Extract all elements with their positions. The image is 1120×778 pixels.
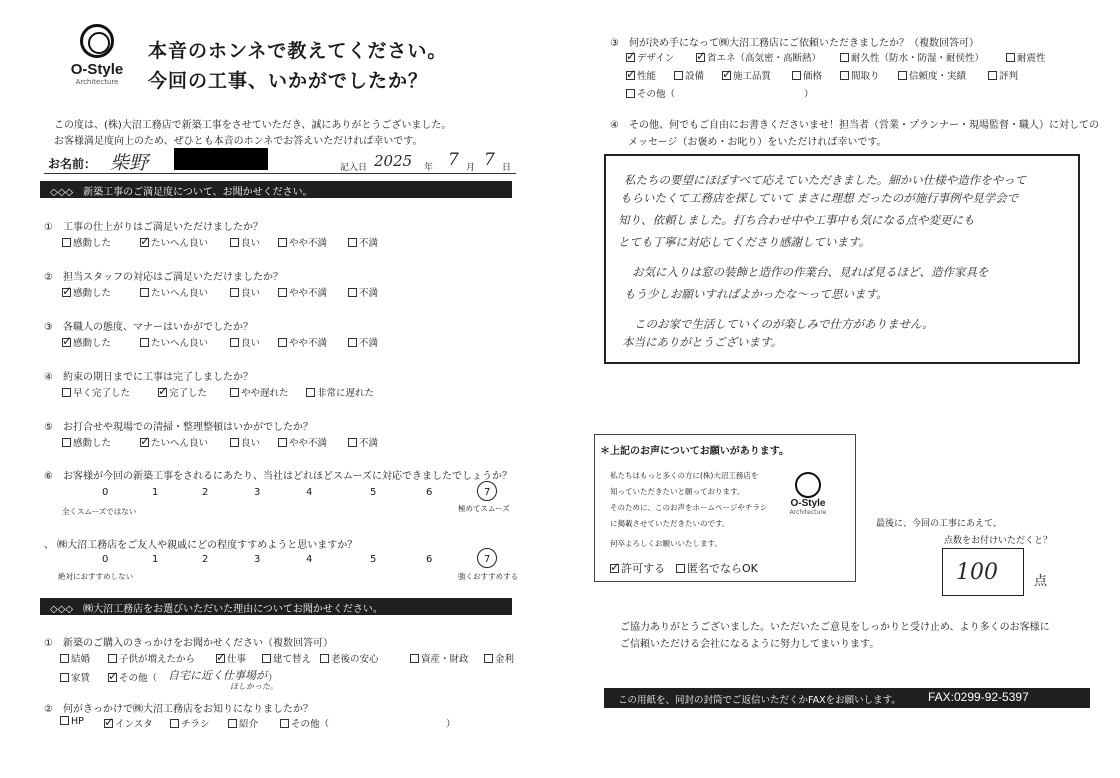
r3-close: ） bbox=[804, 89, 814, 100]
checkbox[interactable] bbox=[62, 238, 71, 247]
checkbox-checked[interactable] bbox=[104, 719, 113, 728]
date-label: 記入日 bbox=[340, 163, 368, 173]
message-line: もらいたくて工務店を探していて まさに理想 だったのが施行事例や見学会で bbox=[620, 191, 1019, 205]
checkbox[interactable] bbox=[60, 673, 69, 682]
checkbox[interactable] bbox=[108, 654, 117, 663]
checkbox-checked[interactable] bbox=[216, 654, 225, 663]
headline-2: 今回の工事、いかがでしたか？ bbox=[148, 70, 429, 92]
date-month[interactable]: 7 bbox=[448, 150, 459, 170]
request-line: に掲載させていただきたいのです。 bbox=[610, 519, 730, 528]
checkbox[interactable] bbox=[306, 388, 315, 397]
r3-option[interactable]: 価格 bbox=[792, 68, 822, 82]
r1-other-text[interactable]: 自宅に近く仕事場が bbox=[168, 669, 267, 682]
r3-option[interactable]: 設備 bbox=[674, 68, 704, 82]
r3-option[interactable]: 耐久性（防水・防湿・耐侯性） bbox=[840, 50, 984, 64]
q2-option[interactable]: たいへん良い bbox=[140, 285, 208, 299]
checkbox[interactable] bbox=[348, 288, 357, 297]
q7-scale-7[interactable]: 7 bbox=[484, 554, 491, 565]
checkbox[interactable] bbox=[348, 238, 357, 247]
request-title: ＊上記のお声についてお願いがあります。 bbox=[600, 446, 789, 457]
q4-option[interactable]: 非常に遅れた bbox=[306, 385, 374, 399]
q6-scale-2[interactable]: 2 bbox=[202, 487, 209, 498]
r3-option[interactable]: 信頼度・実績 bbox=[898, 68, 966, 82]
footer-fax: FAX:0299-92-5397 bbox=[928, 690, 1029, 704]
message-line: 知り、依頼しました。打ち合わせ中や工事中も気になる点や変更にも bbox=[618, 213, 975, 227]
logo-ring-icon bbox=[795, 472, 821, 498]
checkbox-checked[interactable] bbox=[108, 673, 117, 682]
checkbox-checked[interactable] bbox=[140, 238, 149, 247]
q1-option[interactable]: やや不満 bbox=[278, 235, 327, 249]
name-value[interactable]: 柴野 bbox=[110, 152, 149, 174]
name-label: お名前： bbox=[48, 157, 97, 171]
checkbox[interactable] bbox=[840, 53, 849, 62]
r2-option[interactable]: その他（ bbox=[280, 716, 329, 730]
checkbox[interactable] bbox=[320, 654, 329, 663]
checkbox[interactable] bbox=[988, 71, 997, 80]
r1-option[interactable]: 家賃 bbox=[60, 670, 90, 684]
reason-question-3: ③ 何が決め手になって㈱大沼工務店にご依頼いただきましたか？（複数回答可） bbox=[610, 38, 979, 49]
request-line: 知っていただきたいと願っております。 bbox=[610, 487, 745, 496]
headline-1: 本音のホンネで教えてください。 bbox=[148, 40, 448, 62]
q4-option[interactable]: 早く完了した bbox=[62, 385, 130, 399]
q1-option[interactable]: 感動した bbox=[62, 235, 111, 249]
r1-other-text-2[interactable]: ほしかった。 bbox=[230, 682, 278, 691]
section-header-satisfaction: ◇◇◇ 新築工事のご満足度について、お聞かせください。 bbox=[40, 181, 512, 198]
month-unit: 月 bbox=[466, 163, 476, 173]
q6-scale-3[interactable]: 3 bbox=[254, 487, 261, 498]
intro-2: お客様満足度向上のため、ぜひとも本音のホンネでお答えいただければ幸いです。 bbox=[54, 136, 423, 147]
checkbox-checked[interactable] bbox=[62, 338, 71, 347]
score-question-2: 点数をお付けいただくと？ bbox=[944, 536, 1053, 546]
question-3: ③ 各職人の態度、マナーはいかがでしたか？ bbox=[44, 322, 253, 333]
r1-option[interactable]: 資産・財政 bbox=[410, 651, 469, 665]
request-line: 私たちはもっと多くの方に(株)大沼工務店を bbox=[610, 471, 759, 480]
r1-option[interactable]: ✓ 仕事 bbox=[216, 651, 246, 665]
checkbox[interactable] bbox=[674, 71, 683, 80]
q7-scale-6[interactable]: 6 bbox=[426, 554, 433, 565]
score-value[interactable]: 100 bbox=[956, 560, 998, 585]
q6-low-label: 全くスムーズではない bbox=[62, 507, 137, 516]
year-unit: 年 bbox=[424, 163, 434, 173]
q2-option[interactable]: ✓感動した bbox=[62, 285, 111, 299]
checkbox[interactable] bbox=[228, 719, 237, 728]
q7-scale-4[interactable]: 4 bbox=[306, 554, 313, 565]
question-5: ⑤ お打合せや現場での清掃・整理整頓はいかがでしたか？ bbox=[44, 422, 313, 433]
intro-1: この度は、(株)大沼工務店で新築工事をさせていただき、誠にありがとうございました。 bbox=[54, 120, 452, 131]
request-line: 何卒よろしくお願いいたします。 bbox=[610, 539, 722, 548]
r2-option[interactable]: チラシ bbox=[170, 716, 210, 730]
message-line: もう少しお願いすればよかったな〜って思います。 bbox=[624, 287, 888, 301]
score-question-1: 最後に、今回の工事にあえて、 bbox=[876, 519, 1002, 529]
q2-option[interactable]: やや不満 bbox=[278, 285, 327, 299]
q7-scale-0[interactable]: 0 bbox=[102, 554, 109, 565]
q5-option[interactable]: 感動した bbox=[62, 435, 111, 449]
r1-other-close: ） bbox=[268, 673, 278, 684]
question-7: 、 ㈱大沼工務店をご友人や親戚にどの程度すすめようと思いますか？ bbox=[44, 540, 358, 551]
r2-option[interactable]: ✓ インスタ bbox=[104, 716, 153, 730]
checkbox[interactable] bbox=[278, 288, 287, 297]
section-header-reasons: ◇◇◇ ㈱大沼工務店をお選びいただいた理由についてお聞かせください。 bbox=[40, 598, 512, 615]
r3-option[interactable]: ✓デザイン bbox=[626, 50, 674, 64]
message-line: 本当にありがとうございます。 bbox=[622, 335, 783, 349]
message-line: 私たちの要望にほぼすべて応えていただきました。細かい仕様や造作をやって bbox=[624, 173, 1027, 187]
r1-option-other[interactable]: ✓ その他（ bbox=[108, 670, 157, 684]
request-line: そのために、このお声をホームページやチラシ bbox=[610, 503, 768, 512]
checkbox[interactable] bbox=[230, 438, 239, 447]
q6-scale-1[interactable]: 1 bbox=[152, 487, 159, 498]
question-1: ① 工事の仕上がりはご満足いただけましたか？ bbox=[44, 222, 263, 233]
redaction-block bbox=[174, 148, 268, 170]
request-logo-brand: O-Style bbox=[790, 498, 826, 509]
q7-scale-1[interactable]: 1 bbox=[152, 554, 159, 565]
message-line: お気に入りは窓の装飾と造作の作業台、見れば見るほど、造作家具を bbox=[632, 265, 989, 279]
r2-option[interactable]: HP bbox=[60, 716, 84, 727]
checkbox[interactable] bbox=[626, 89, 635, 98]
r1-option[interactable]: 金利 bbox=[484, 651, 514, 665]
checkbox[interactable] bbox=[348, 338, 357, 347]
checkbox[interactable] bbox=[792, 71, 801, 80]
checkbox[interactable] bbox=[278, 238, 287, 247]
message-line: このお家で生活していくのが楽しみで仕方がありません。 bbox=[634, 317, 934, 331]
reason-question-1: ① 新築のご購入のきっかけをお聞かせください（複数回答可） bbox=[44, 638, 333, 649]
q7-scale-5[interactable]: 5 bbox=[370, 554, 377, 565]
q5-option[interactable]: 不満 bbox=[348, 435, 378, 449]
r2-close: ） bbox=[446, 719, 456, 730]
q3-option[interactable]: たいへん良い bbox=[140, 335, 208, 349]
q4-option[interactable]: やや遅れた bbox=[230, 385, 289, 399]
checkbox[interactable] bbox=[230, 388, 239, 397]
r2-option[interactable]: 紹介 bbox=[228, 716, 258, 730]
r1-option[interactable]: 老後の安心 bbox=[320, 651, 379, 665]
q5-option[interactable]: ✓ たいへん良い bbox=[140, 435, 208, 449]
checkbox[interactable] bbox=[140, 288, 149, 297]
checkbox[interactable] bbox=[60, 716, 69, 725]
logo-sub: Architecture bbox=[75, 78, 119, 86]
logo-brand: O-Style bbox=[70, 61, 124, 78]
checkbox[interactable] bbox=[280, 719, 289, 728]
r1-option[interactable]: 建て替え bbox=[262, 651, 311, 665]
checkbox[interactable] bbox=[230, 288, 239, 297]
thanks-line: ご信頼いただける会社になるように努力してまいります。 bbox=[620, 639, 880, 650]
q7-low-label: 絶対におすすめしない bbox=[58, 572, 134, 581]
q3-option[interactable]: 良い bbox=[230, 335, 260, 349]
company-logo bbox=[62, 24, 132, 86]
date-day[interactable]: 7 bbox=[484, 150, 495, 170]
q3-option[interactable]: 不満 bbox=[348, 335, 378, 349]
q3-option[interactable]: ✓感動した bbox=[62, 335, 111, 349]
reason-question-2: ② 何がきっかけで㈱大沼工務店をお知りになりましたか？ bbox=[44, 704, 313, 715]
anonymous-option[interactable]: 匿名でならOK bbox=[676, 560, 758, 576]
thanks-line: ご協力ありがとうございました。いただいたご意見をしっかりと受け止め、より多くのお客様に bbox=[620, 622, 1050, 633]
q1-option[interactable]: 不満 bbox=[348, 235, 378, 249]
r3-option[interactable]: ✓ 施工品質 bbox=[722, 68, 771, 82]
q6-scale-5[interactable]: 5 bbox=[370, 487, 377, 498]
checkbox[interactable] bbox=[1006, 53, 1015, 62]
checkbox[interactable] bbox=[278, 338, 287, 347]
checkbox[interactable] bbox=[230, 338, 239, 347]
r3-option[interactable]: ✓ 省エネ（高気密・高断熱） bbox=[696, 50, 821, 64]
q6-scale-4[interactable]: 4 bbox=[306, 487, 313, 498]
checkbox[interactable] bbox=[484, 654, 493, 663]
q2-option[interactable]: 不満 bbox=[348, 285, 378, 299]
footer-text: この用紙を、同封の封筒でご返信いただくかFAXをお願いします。 bbox=[618, 695, 901, 706]
checkbox-checked[interactable] bbox=[610, 564, 619, 573]
date-year[interactable]: 2025 bbox=[374, 152, 413, 170]
q1-option[interactable]: 良い bbox=[230, 235, 260, 249]
checkbox-checked[interactable] bbox=[626, 71, 635, 80]
logo-ring-icon bbox=[80, 24, 114, 58]
selection-circle-icon bbox=[477, 548, 497, 568]
r3-option[interactable]: ✓性能 bbox=[626, 68, 656, 82]
q6-high-label: 極めてスムーズ bbox=[458, 504, 510, 513]
checkbox[interactable] bbox=[348, 438, 357, 447]
r1-option[interactable]: 結婚 bbox=[60, 651, 90, 665]
selection-circle-icon bbox=[477, 481, 497, 501]
checkbox[interactable] bbox=[676, 564, 685, 573]
score-unit: 点 bbox=[1034, 574, 1048, 589]
checkbox[interactable] bbox=[262, 654, 271, 663]
reason-question-4-line2: メッセージ（お褒め・お叱り）をいただければ幸いです。 bbox=[628, 137, 887, 148]
checkbox-checked[interactable] bbox=[722, 71, 731, 80]
q7-high-label: 強くおすすめする bbox=[458, 572, 519, 581]
r3-option[interactable]: 耐震性 bbox=[1006, 50, 1046, 64]
q6-scale-7[interactable]: 7 bbox=[484, 487, 491, 498]
checkbox[interactable] bbox=[410, 654, 419, 663]
checkbox[interactable] bbox=[170, 719, 179, 728]
question-2: ② 担当スタッフの対応はご満足いただけましたか？ bbox=[44, 272, 283, 283]
checkbox-checked[interactable] bbox=[62, 288, 71, 297]
q7-scale-2[interactable]: 2 bbox=[202, 554, 209, 565]
day-unit: 日 bbox=[502, 163, 512, 173]
checkbox[interactable] bbox=[230, 238, 239, 247]
checkbox-checked[interactable] bbox=[626, 53, 635, 62]
q6-scale-0[interactable]: 0 bbox=[102, 487, 109, 498]
checkbox[interactable] bbox=[278, 438, 287, 447]
q6-scale-6[interactable]: 6 bbox=[426, 487, 433, 498]
checkbox-checked[interactable] bbox=[140, 438, 149, 447]
q2-option[interactable]: 良い bbox=[230, 285, 260, 299]
q1-option[interactable]: ✓ たいへん良い bbox=[140, 235, 208, 249]
message-line: とても丁寧に対応してくださり感謝しています。 bbox=[618, 235, 871, 249]
checkbox[interactable] bbox=[60, 654, 69, 663]
request-logo bbox=[778, 472, 838, 516]
q5-option[interactable]: 良い bbox=[230, 435, 260, 449]
checkbox[interactable] bbox=[62, 388, 71, 397]
checkbox[interactable] bbox=[62, 438, 71, 447]
question-4: ④ 約束の期日までに工事は完了しましたか？ bbox=[44, 372, 253, 383]
checkbox[interactable] bbox=[898, 71, 907, 80]
permit-option[interactable]: ✓許可する bbox=[610, 560, 665, 576]
checkbox[interactable] bbox=[140, 338, 149, 347]
checkbox-checked[interactable] bbox=[158, 388, 167, 397]
r1-option[interactable]: 子供が増えたから bbox=[108, 651, 195, 665]
reason-question-4: ④ その他、何でもご自由にお書きくださいませ！担当者（営業・プランナー・現場監督・職人）に対しての bbox=[610, 120, 1099, 131]
checkbox[interactable] bbox=[840, 71, 849, 80]
r3-option[interactable]: 間取り bbox=[840, 68, 880, 82]
q7-scale-3[interactable]: 3 bbox=[254, 554, 261, 565]
q4-option[interactable]: ✓ 完了した bbox=[158, 385, 207, 399]
request-logo-sub: Architecture bbox=[789, 509, 827, 516]
question-6: ⑥ お客様が今回の新築工事をされるにあたり、当社はどれほどスムーズに対応できましたでしょうか？ bbox=[44, 471, 512, 482]
checkbox-checked[interactable] bbox=[696, 53, 705, 62]
r3-option-other[interactable]: その他（ bbox=[626, 86, 675, 100]
r3-option[interactable]: 評判 bbox=[988, 68, 1018, 82]
q3-option[interactable]: やや不満 bbox=[278, 335, 327, 349]
q5-option[interactable]: やや不満 bbox=[278, 435, 327, 449]
